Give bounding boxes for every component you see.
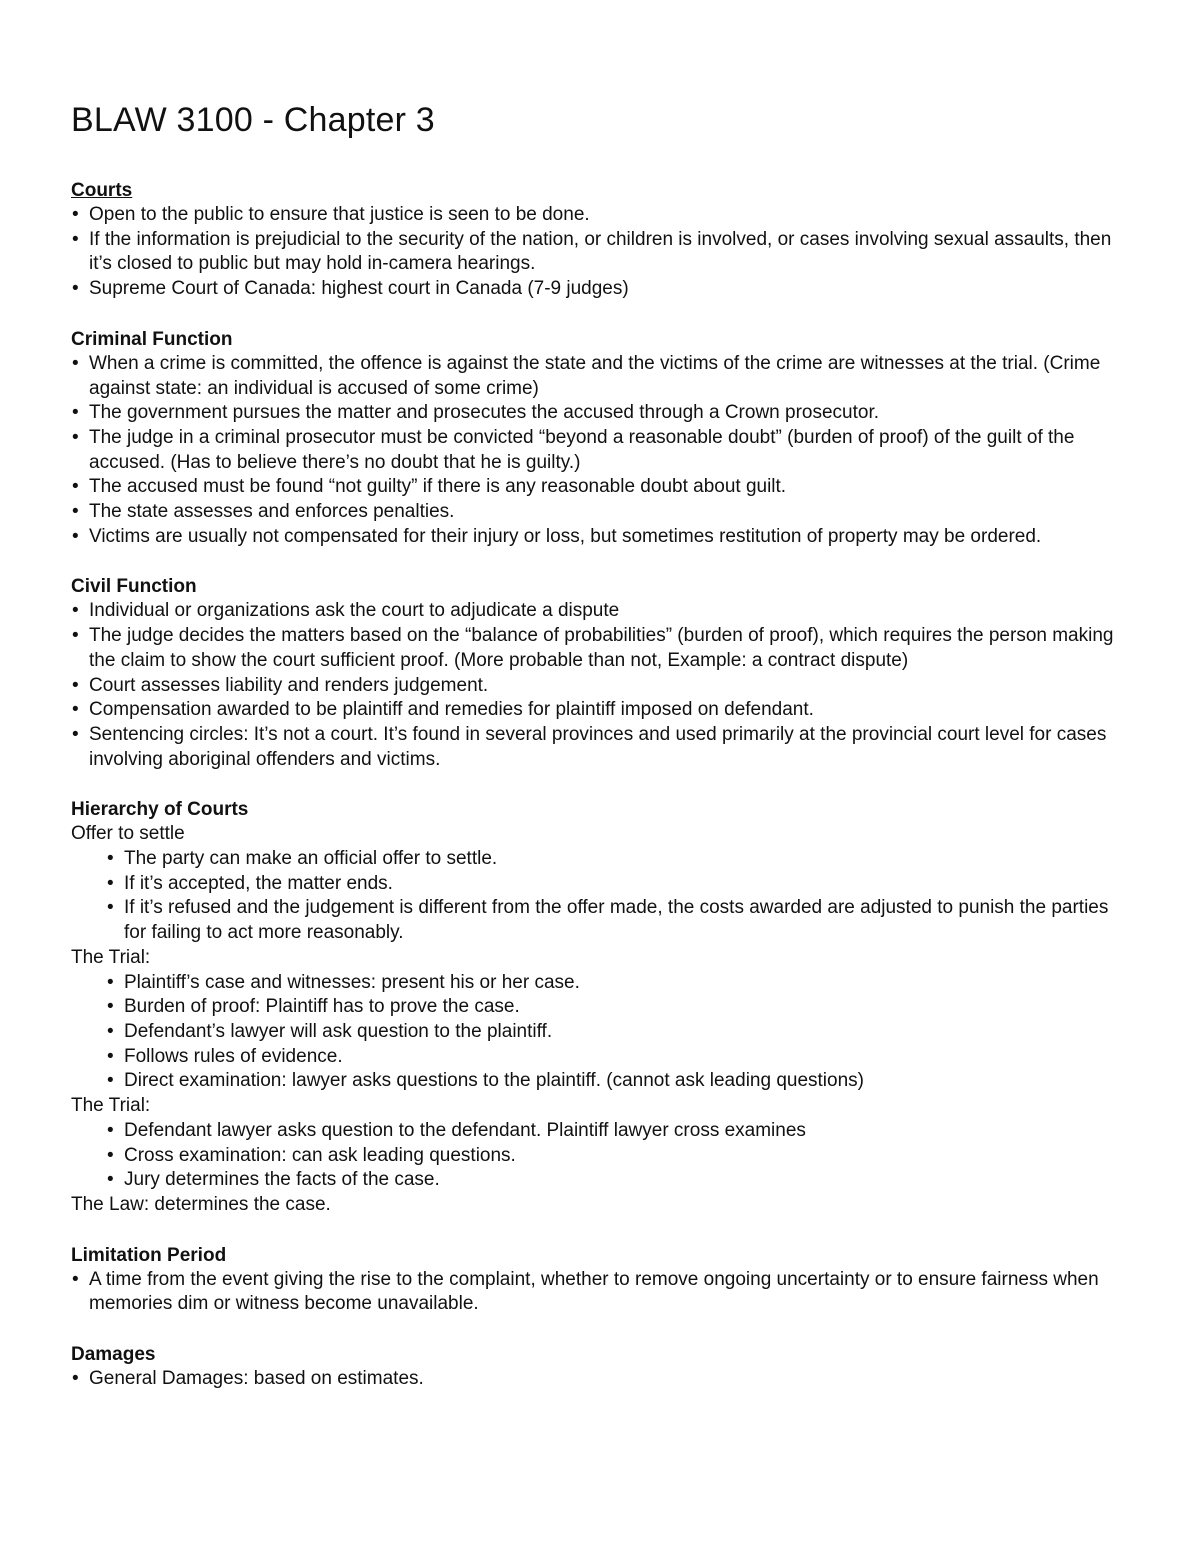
subheading-offer-to-settle: Offer to settle [71, 823, 185, 845]
bullet-list [71, 203, 1131, 302]
list-item: • Plaintiff’s case and witnesses: present his or her case. [71, 971, 1131, 996]
section-damages [71, 1342, 1131, 1392]
bullet-list [71, 352, 1131, 550]
list-item: • Direct examination: lawyer asks questions to the plaintiff. (cannot ask leading questions) [71, 1069, 1131, 1094]
list-item: • Defendant lawyer asks question to the defendant. Plaintiff lawyer cross examines [71, 1119, 1131, 1144]
list-item: • Cross examination: can ask leading questions. [71, 1144, 1131, 1169]
list-item: • Court assesses liability and renders judgement. [71, 674, 1131, 699]
list-item: • The accused must be found “not guilty” if there is any reasonable doubt about guilt. [71, 475, 1131, 500]
list-item: • Jury determines the facts of the case. [71, 1168, 1131, 1193]
section-civil-function [71, 574, 1131, 772]
document-page [71, 98, 1131, 1417]
bullet-list [71, 1268, 1131, 1317]
list-item: • If it’s refused and the judgement is different from the offer made, the costs awarded are adjusted to punish the parties for failing to act more reasonably. [71, 896, 1131, 945]
list-item: • General Damages: based on estimates. [71, 1367, 1131, 1392]
bullet-list [71, 1367, 1131, 1392]
list-item: • Sentencing circles: It’s not a court. It’s found in several provinces and used primarily at the provincial court level for cases involving aboriginal offenders and victims. [71, 723, 1131, 772]
subheading-the-law: The Law: determines the case. [71, 1193, 331, 1215]
list-item: • When a crime is committed, the offence is against the state and the victims of the crime are witnesses at the trial. (Crime against state: an individual is accused of some crime) [71, 352, 1131, 401]
section-heading: Civil Function [71, 576, 197, 598]
list-item: • Individual or organizations ask the court to adjudicate a dispute [71, 599, 1131, 624]
list-item: • Compensation awarded to be plaintiff and remedies for plaintiff imposed on defendant. [71, 698, 1131, 723]
section-hierarchy-of-courts [71, 797, 1131, 1217]
list-item: • The state assesses and enforces penalties. [71, 500, 1131, 525]
bullet-list [71, 599, 1131, 772]
section-heading: Hierarchy of Courts [71, 799, 249, 821]
list-item: • The judge in a criminal prosecutor must be convicted “beyond a reasonable doubt” (burden of proof) of the guilt of the accused. (Has to believe there’s no doubt that he is guilty.) [71, 426, 1131, 475]
section-courts [71, 178, 1131, 302]
section-heading: Damages [71, 1344, 156, 1366]
subheading-the-trial: The Trial: [71, 1095, 151, 1117]
section-criminal-function [71, 327, 1131, 550]
list-item: • The party can make an official offer to settle. [71, 847, 1131, 872]
list-item: • Defendant’s lawyer will ask question to the plaintiff. [71, 1020, 1131, 1045]
list-item: • Follows rules of evidence. [71, 1045, 1131, 1070]
page-title: BLAW 3100 - Chapter 3 [71, 101, 435, 139]
bullet-list [71, 971, 1131, 1095]
list-item: • If it’s accepted, the matter ends. [71, 872, 1131, 897]
list-item: • A time from the event giving the rise to the complaint, whether to remove ongoing uncertainty or to ensure fairness when memories dim or witness become unavailable. [71, 1268, 1131, 1317]
section-heading: Criminal Function [71, 328, 233, 350]
bullet-list [71, 847, 1131, 946]
section-heading: Limitation Period [71, 1244, 227, 1266]
list-item: • Open to the public to ensure that justice is seen to be done. [71, 203, 1131, 228]
subheading-the-trial: The Trial: [71, 946, 151, 968]
section-limitation-period [71, 1243, 1131, 1317]
list-item: • If the information is prejudicial to the security of the nation, or children is involved, or cases involving sexual assaults, then it’s closed to public but may hold in-camera hearings. [71, 228, 1131, 277]
bullet-list [71, 1119, 1131, 1193]
list-item: • Supreme Court of Canada: highest court in Canada (7-9 judges) [71, 277, 1131, 302]
list-item: • The judge decides the matters based on the “balance of probabilities” (burden of proof), which requires the person making the claim to show the court sufficient proof. (More probable than not, Example: a contract dispute) [71, 624, 1131, 673]
section-heading: Courts [71, 180, 133, 201]
list-item: • Victims are usually not compensated for their injury or loss, but sometimes restitution of property may be ordered. [71, 525, 1131, 550]
list-item: • Burden of proof: Plaintiff has to prove the case. [71, 995, 1131, 1020]
list-item: • The government pursues the matter and prosecutes the accused through a Crown prosecutor. [71, 401, 1131, 426]
